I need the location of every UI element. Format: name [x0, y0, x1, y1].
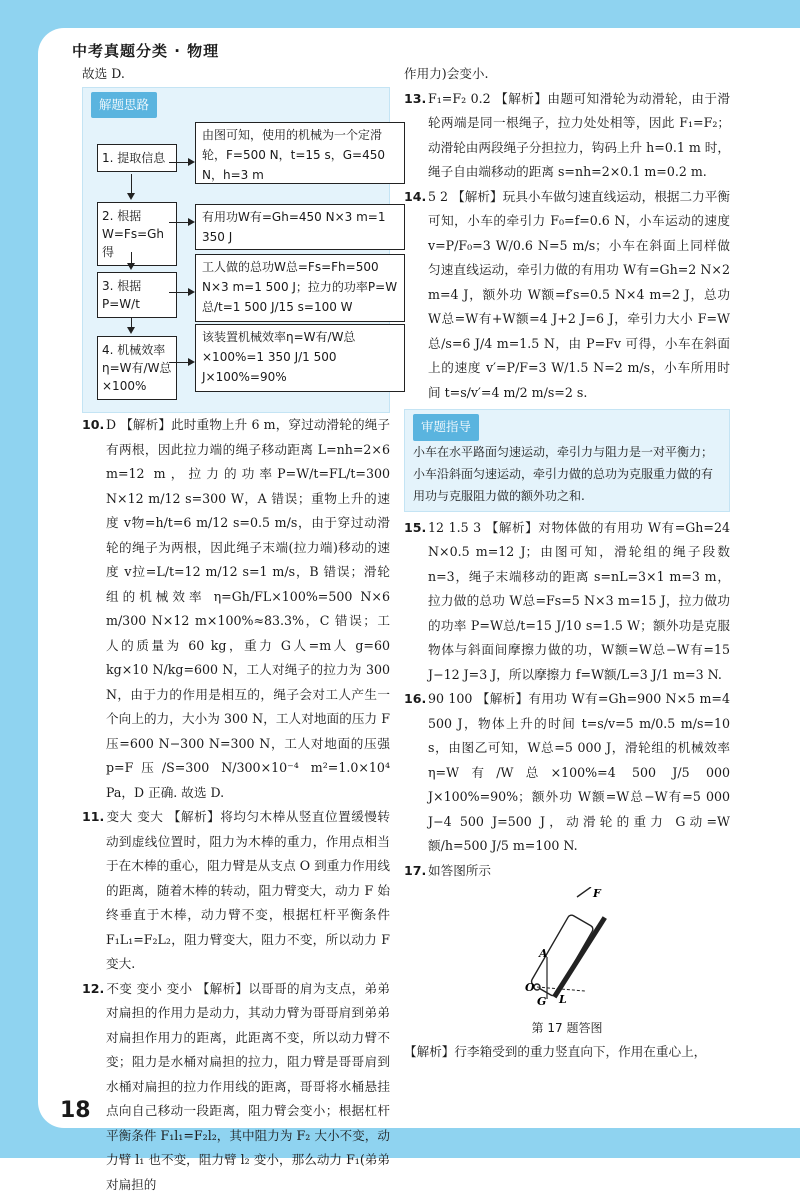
- review-guide-title: 审题指导: [413, 414, 479, 441]
- solution-approach-box: [82, 87, 390, 414]
- label-F: F: [592, 887, 602, 900]
- flow-step-3: 3. 根据P=W/t: [97, 272, 177, 318]
- answer-17-analysis: 【解析】行李箱受到的重力竖直向下，作用在重心上，: [404, 1040, 730, 1065]
- left-column: [82, 62, 390, 1197]
- review-guide-text: 小车在水平路面匀速运动，牵引力与阻力是一对平衡力；小车沿斜面匀速运动，牵引力做的总功为克服重力做的有用功与克服阻力做的额外功之和.: [413, 441, 721, 507]
- answer-17: 17. 如答图所示: [404, 859, 730, 884]
- solution-approach-title: 解题思路: [91, 92, 157, 119]
- answer-13: 13. F₁=F₂ 0.2 【解析】由题可知滑轮为动滑轮，由于滑轮两端是同一根绳子，拉力处处相等，因此 F₁=F₂；动滑轮由两段绳子分担拉力，钩码上升 h=0.1 m 时，绳子自由端移动的距离 s=nh=2×0.1 m=0.2 m.: [404, 87, 730, 185]
- flow-arrow-1: [169, 162, 193, 163]
- flow-down-arrow-2: [131, 252, 132, 268]
- answer-12-continued: 作用力)会变小.: [404, 62, 730, 87]
- flow-diagram: [91, 118, 381, 408]
- flow-step-4: 4. 机械效率η=W有/W总×100%: [97, 336, 177, 400]
- flow-step-1: 1. 提取信息: [97, 144, 177, 172]
- flow-arrow-4: [169, 362, 193, 363]
- figure-17: [404, 887, 730, 1040]
- flow-desc-3: 工人做的总功W总=Fs=Fh=500 N×3 m=1 500 J；拉力的功率P=W总/t=1 500 J/15 s=100 W: [195, 254, 405, 322]
- page-number: 18: [60, 1098, 91, 1123]
- label-G: G: [537, 995, 546, 1007]
- flow-step-2: 2. 根据W=Fs=Gh得: [97, 202, 177, 266]
- answer-14: 14. 5 2 【解析】玩具小车做匀速直线运动，根据二力平衡可知，小车的牵引力 F₀=f=0.6 N，小车运动的速度 v=P/F₀=3 W/0.6 N=5 m/s；小车在斜面上同样做匀速直线运动，牵引力做的有用功 W有=Gh=2 N×2 m=4 J，额外功 W额=f′s=0.5 N×4 m=2 J，总功 W总=W有+W额=4 J+2 J=6 J，牵引力大小 F=W总/s=6 J/4 m=1.5 N，由 P=Fv 可得，小车在斜面上的速度 v′=P/F=3 W/1.5 N=2 m/s，小车所用时间 t=s/v′=4 m/2 m/s=2 s.: [404, 185, 730, 406]
- suitcase-lever-diagram: [507, 887, 627, 1007]
- label-O: O: [525, 981, 535, 994]
- flow-down-arrow-1: [131, 174, 132, 198]
- answer-12: 12. 不变 变小 变小 【解析】以哥哥的肩为支点，弟弟对扁担的作用力是动力，其动力臂为哥哥肩到弟弟对扁担作用力的距离，此距离不变，所以动力臂不变；阻力是水桶对扁担的拉力，阻力臂是哥哥肩到水桶对扁担的拉力作用线的距离，哥哥将水桶悬挂点向自己移动一段距离，阻力臂会变小；根据杠杆平衡条件 F₁l₁=F₂l₂，其中阻力为 F₂ 大小不变，动力臂 l₁ 也不变，阻力臂 l₂ 变小，那么动力 F₁(弟弟对扁担的: [82, 977, 390, 1197]
- flow-desc-2: 有用功W有=Gh=450 N×3 m=1 350 J: [195, 204, 405, 250]
- answer-11: 11. 变大 变大 【解析】将均匀木棒从竖直位置缓慢转动到虚线位置时，阻力为木棒的重力，作用点相当于在木棒的重心，阻力臂是从支点 O 到重力作用线的距离，随着木棒的转动，阻力臂变大，动力 F 始终垂直于木棒，动力臂不变，根据杠杆平衡条件 F₁L₁=F₂L₂，阻力臂变大，阻力不变，所以动力 F 变大.: [82, 805, 390, 977]
- force-arrow: [577, 887, 591, 897]
- flow-down-arrow-3: [131, 318, 132, 332]
- flow-desc-1: 由图可知，使用的机械为一个定滑轮，F=500 N，t=15 s，G=450 N，h=3 m: [195, 122, 405, 184]
- answer-15: 15. 12 1.5 3 【解析】对物体做的有用功 W有=Gh=24 N×0.5 m=12 J；由图可知，滑轮组的绳子段数 n=3，绳子末端移动的距离 s=nL=3×1 m=3 m，拉力做的总功 W总=Fs=5 N×3 m=15 J，拉力做功的功率 P=W总/t=15 J/10 s=1.5 W；额外功是克服物体与斜面间摩擦力做的功，W额=W总−W有=15 J−12 J=3 J，所以摩擦力 f=W额/L=3 J/1 m=3 N.: [404, 516, 730, 688]
- label-A: A: [538, 947, 548, 960]
- answer-intro: 故选 D.: [82, 62, 390, 87]
- flow-desc-4: 该装置机械效率η=W有/W总×100%=1 350 J/1 500 J×100%=90%: [195, 324, 405, 392]
- flow-arrow-2: [169, 222, 193, 223]
- label-L: L: [558, 993, 567, 1006]
- right-column: [404, 62, 730, 1065]
- figure-caption: 第 17 题答图: [404, 1016, 730, 1041]
- flow-arrow-3: [169, 292, 193, 293]
- review-guide-box: [404, 409, 730, 512]
- answer-10: 10. D 【解析】此时重物上升 6 m，穿过动滑轮的绳子有两根，因此拉力端的绳子移动距离 L=nh=2×6 m=12 m，拉力的功率P=W/t=FL/t=300 N×12 m/12 s=300 W，A 错误；重物上升的速度 v物=h/t=6 m/12 s=0.5 m/s，由于穿过动滑轮的绳子为两根，因此绳子末端(拉力端)移动的速度 v拉=L/t=12 m/12 s=1 m/s，B 错误；滑轮组的机械效率 η=Gh/FL×100%=500 N×6 m/300 N×12 m×100%≈83.3%，C 错误；工人的质量为 60 kg，重力 G人=m人 g=60 kg×10 N/kg=600 N，工人对绳子的拉力为 300 N，由于力的作用是相互的，绳子会对工人产生一个向上的力，大小为 300 N，工人对地面的压力 F压=600 N−300 N=300 N，工人对地面的压强p=F压/S=300 N/300×10⁻⁴ m²=1.0×10⁴ Pa，D 正确. 故选 D.: [82, 413, 390, 805]
- page-header: 中考真题分类 · 物理: [72, 40, 219, 61]
- answer-16: 16. 90 100 【解析】有用功 W有=Gh=900 N×5 m=4 500 J，物体上升的时间 t=s/v=5 m/0.5 m/s=10 s，由图乙可知，W总=5 000 J，滑轮组的机械效率 η=W有/W总×100%=4 500 J/5 000 J×100%=90%；额外功 W额=W总−W有=5 000 J−4 500 J=500 J，动滑轮的重力 G动=W额/h=500 J/5 m=100 N.: [404, 687, 730, 859]
